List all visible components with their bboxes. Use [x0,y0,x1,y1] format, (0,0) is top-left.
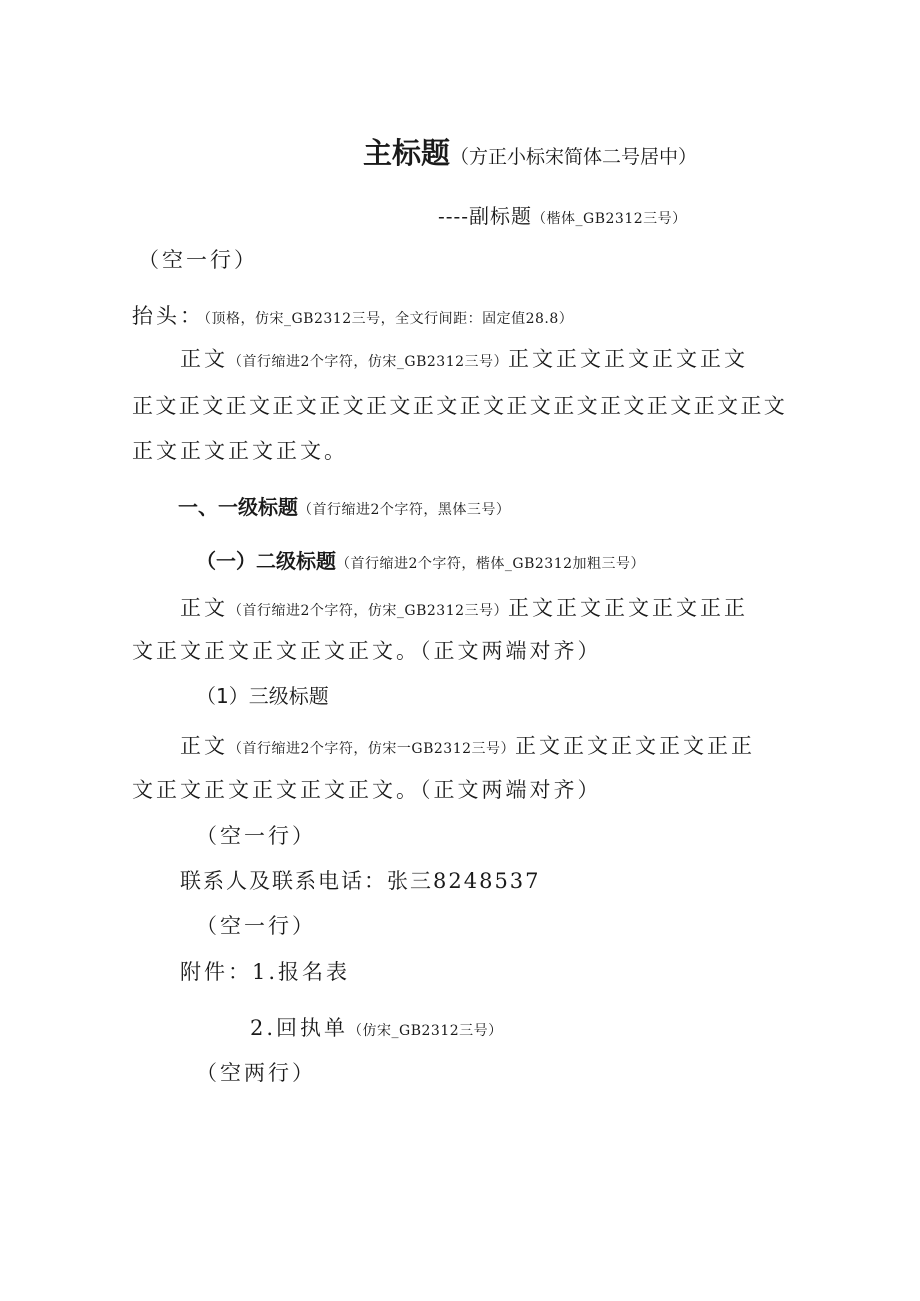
salutation-label: 抬头： [132,304,204,328]
paragraph-1-line-1 [180,349,748,370]
paragraph-3-rest: 正文正文正文正文正正 [515,734,756,758]
salutation [132,306,573,327]
paragraph-2-rest: 正文正文正文正文正正 [508,596,749,620]
paragraph-1-lead: 正文 [180,347,228,371]
salutation-note: （顶格，仿宋_GB2312三号，全文行间距：固定值28.8） [204,311,574,327]
subtitle [438,206,687,226]
paragraph-2-lead: 正文 [180,596,228,620]
main-title-text: 主标题 [363,136,451,170]
heading-level-1 [178,497,510,517]
attachment-item-2 [250,1018,503,1039]
blank-line-marker: （空一行） [138,248,258,272]
paragraph-1-rest: 正文正文正文正文正文 [508,347,749,371]
paragraph-2-line-2: 文正文正文正文正文正文。（正文两端对齐） [132,639,602,663]
paragraph-3-line-2: 文正文正文正文正文正文。（正文两端对齐） [132,778,602,802]
paragraph-1-note: （首行缩进2个字符，仿宋_GB2312三号） [228,354,509,370]
paragraph-3-line-1 [180,736,755,757]
heading-2-note: （首行缩进2个字符，楷体_GB2312加粗三号） [336,556,646,572]
contact-info: 联系人及联系电话：张三8248537 [180,869,541,893]
attachment-2-text: 2.回执单 [250,1016,349,1040]
paragraph-3-note: （首行缩进2个字符，仿宋一GB2312三号） [228,741,516,757]
heading-level-3: （1）三级标题 [196,684,329,708]
paragraph-1-line-2: 正文正文正文正文正文正文正文正文正文正文正文正文正文正文 [132,394,788,418]
paragraph-2-line-1 [180,598,748,619]
subtitle-note: （楷体_GB2312三号） [532,211,687,227]
blank-two-lines-marker: （空两行） [196,1061,316,1085]
attachment-2-note: （仿宋_GB2312三号） [348,1023,503,1039]
paragraph-2-note: （首行缩进2个字符，仿宋_GB2312三号） [228,603,509,619]
blank-line-marker: （空一行） [196,824,316,848]
heading-1-text: 一、一级标题 [178,495,298,519]
heading-level-2 [196,551,645,571]
main-title-note: （方正小标宋简体二号居中） [450,146,698,168]
paragraph-1-line-3: 正文正文正文正文。 [132,439,348,463]
paragraph-3-lead: 正文 [180,734,228,758]
attachment-item-1: 附件：1.报名表 [180,960,351,984]
blank-line-marker: （空一行） [196,914,316,938]
heading-2-text: （一）二级标题 [196,549,336,573]
heading-1-note: （首行缩进2个字符，黑体三号） [298,502,511,518]
main-title [363,136,698,170]
subtitle-text: ----副标题 [438,204,533,228]
